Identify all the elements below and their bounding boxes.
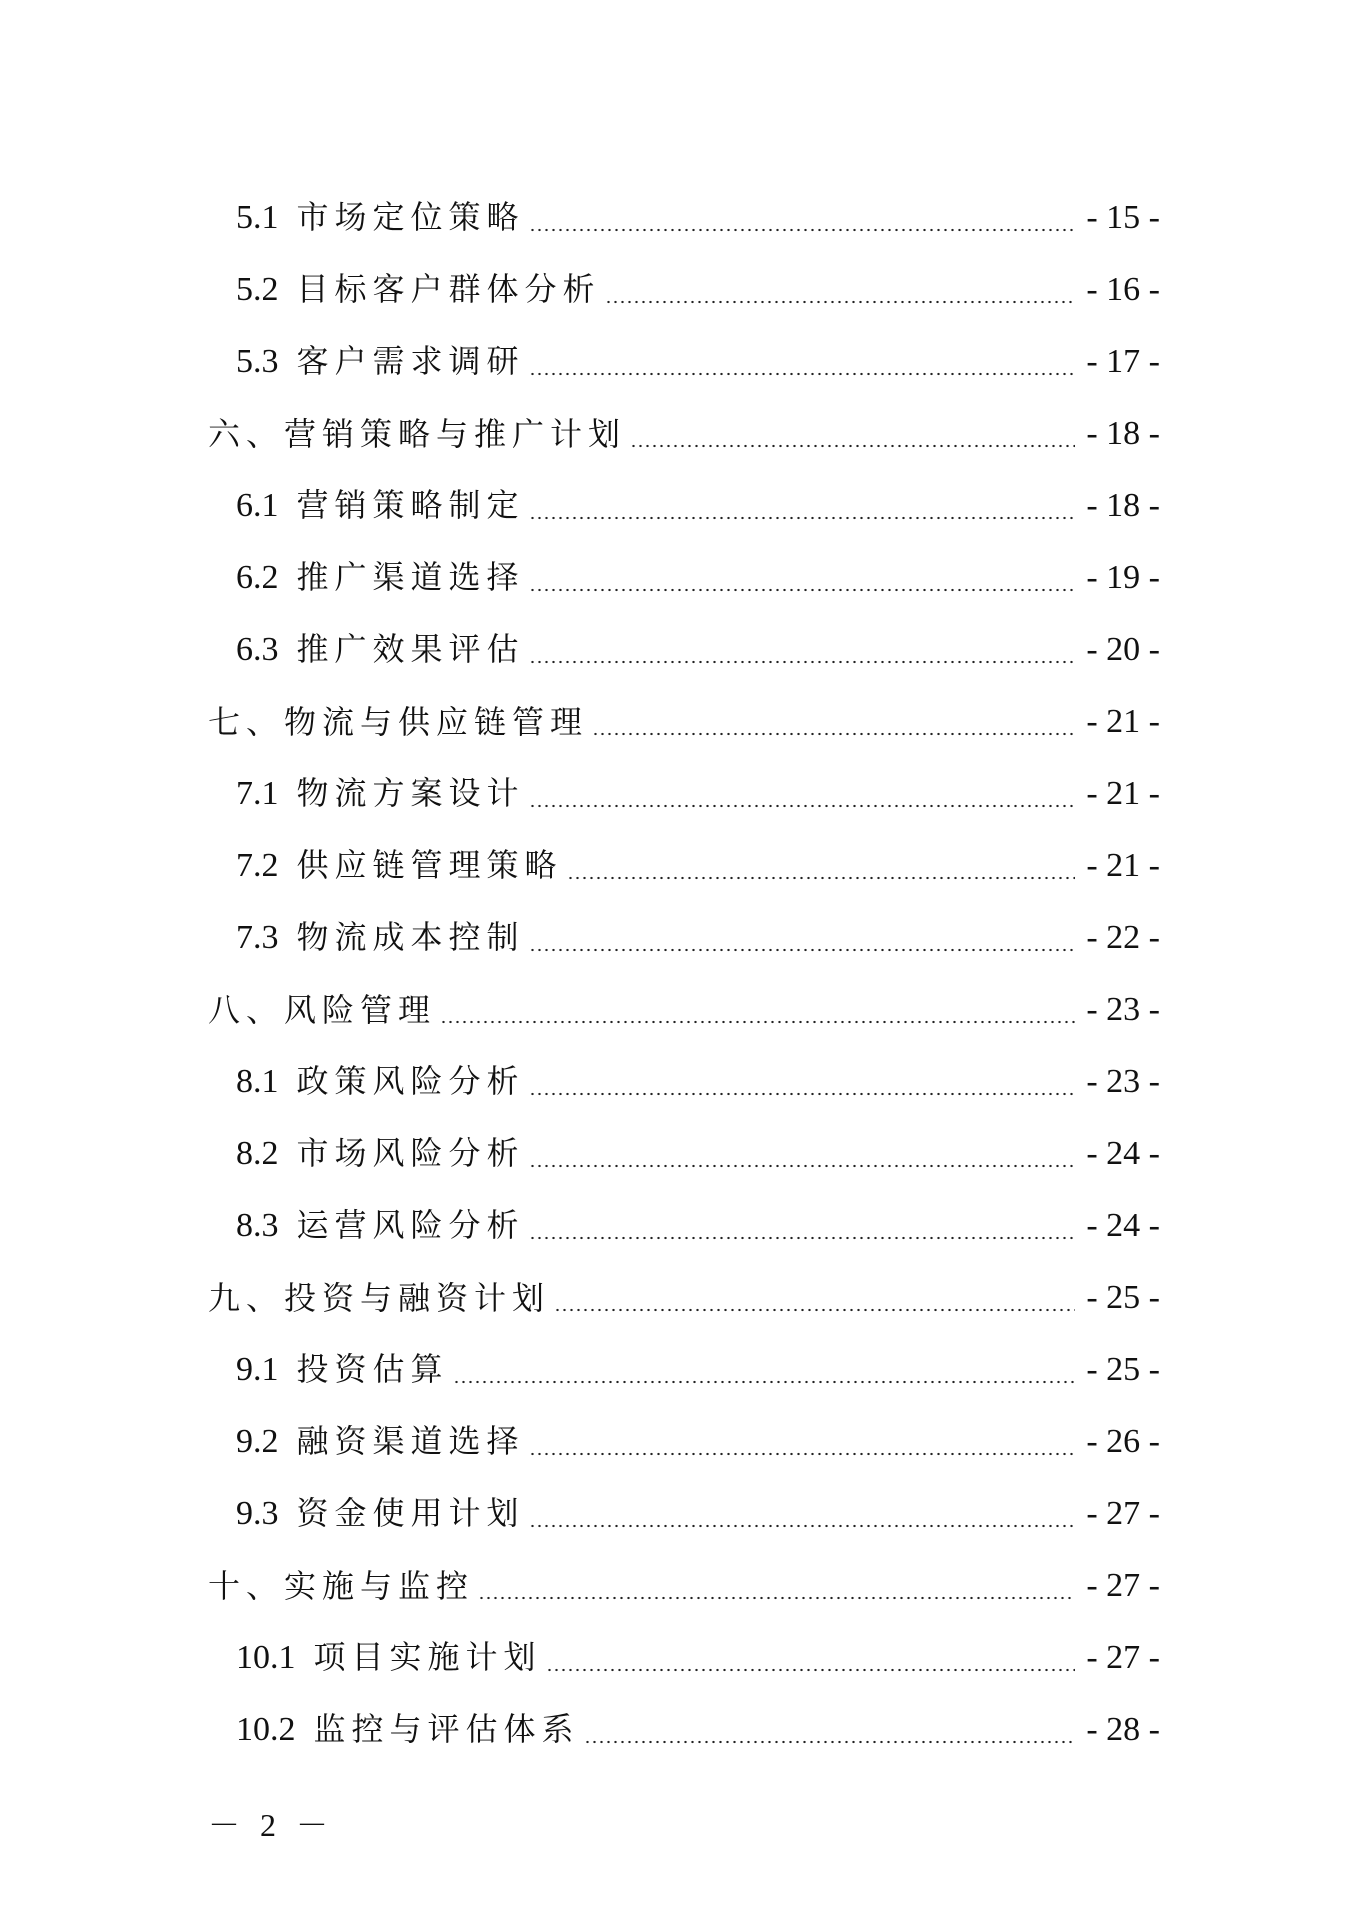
toc-entry-title: 物流方案设计 [296, 774, 525, 812]
toc-entry-number: 10.1 [236, 1639, 296, 1676]
dot-leader [453, 1380, 1075, 1384]
toc-entry-title: 运营风险分析 [296, 1206, 525, 1244]
toc-entry-page: - 22 - [1086, 919, 1160, 956]
toc-entry-label [236, 1709, 580, 1750]
toc-entry-page: - 27 - [1086, 1567, 1160, 1604]
toc-entry-label [236, 773, 525, 814]
toc-entry-page: - 15 - [1086, 199, 1160, 236]
toc-entry-title: 投资估算 [296, 1350, 449, 1388]
dot-leader [529, 660, 1075, 664]
toc-entry[interactable] [0, 900, 1360, 972]
toc-entry-label [236, 485, 525, 526]
toc-entry-number: 10.2 [236, 1711, 296, 1748]
dot-leader [529, 516, 1075, 520]
toc-entry-label [236, 1349, 449, 1390]
toc-entry-page: - 27 - [1086, 1495, 1160, 1532]
toc-entry-page: - 18 - [1086, 487, 1160, 524]
toc-entry[interactable] [0, 1116, 1360, 1188]
dot-leader [584, 1740, 1075, 1744]
toc-entry[interactable] [0, 1476, 1360, 1548]
toc-entry-title: 市场定位策略 [296, 198, 525, 236]
toc-entry-number: 9.3 [236, 1495, 279, 1532]
toc-entry[interactable] [0, 180, 1360, 252]
toc-entry[interactable] [0, 756, 1360, 828]
dot-leader [529, 228, 1075, 232]
toc-entry-number: 7.2 [236, 847, 279, 884]
toc-entry-page: - 27 - [1086, 1639, 1160, 1676]
toc-entry-label [236, 917, 525, 958]
toc-entry-number: 5.2 [236, 271, 279, 308]
toc-entry[interactable] [0, 972, 1360, 1044]
toc-entry[interactable] [0, 1404, 1360, 1476]
toc-entry[interactable] [0, 1188, 1360, 1260]
toc-entry-label [236, 1061, 525, 1102]
toc-entry-title: 目标客户群体分析 [296, 270, 601, 308]
toc-entry-number: 7.3 [236, 919, 279, 956]
dot-leader [630, 444, 1075, 448]
toc-entry-title: 市场风险分析 [296, 1134, 525, 1172]
toc-entry-page: - 25 - [1086, 1279, 1160, 1316]
toc-entry[interactable] [0, 1620, 1360, 1692]
toc-entry-page: - 26 - [1086, 1423, 1160, 1460]
toc-entry[interactable] [0, 1332, 1360, 1404]
toc-entry-label [236, 1637, 542, 1678]
toc-entry-title: 十、实施与监控 [208, 1567, 475, 1605]
toc-entry-page: - 21 - [1086, 847, 1160, 884]
toc-entry-title: 政策风险分析 [296, 1062, 525, 1100]
toc-entry-page: - 21 - [1086, 775, 1160, 812]
toc-entry-page: - 28 - [1086, 1711, 1160, 1748]
dot-leader [529, 948, 1075, 952]
dot-leader [605, 300, 1075, 304]
toc-entry-number: 8.3 [236, 1207, 279, 1244]
toc-entry-title: 客户需求调研 [296, 342, 525, 380]
toc-entry-label [236, 341, 525, 382]
toc-entry-label [208, 702, 588, 742]
toc-entry-page: - 25 - [1086, 1351, 1160, 1388]
toc-entry-page: - 24 - [1086, 1207, 1160, 1244]
toc-entry-number: 5.3 [236, 343, 279, 380]
toc-entry-label [236, 1421, 525, 1462]
toc-entry-label [208, 1278, 550, 1318]
dot-leader [529, 372, 1075, 376]
toc-entry-title: 六、营销策略与推广计划 [208, 415, 627, 453]
toc-entry-page: - 16 - [1086, 271, 1160, 308]
toc-entry-number: 8.1 [236, 1063, 279, 1100]
toc-entry-number: 6.3 [236, 631, 279, 668]
toc-entry-number: 6.1 [236, 487, 279, 524]
toc-entry[interactable] [0, 540, 1360, 612]
toc-entry-page: - 20 - [1086, 631, 1160, 668]
table-of-contents [0, 180, 1360, 1764]
toc-entry-title: 资金使用计划 [296, 1494, 525, 1532]
toc-entry-label [236, 1133, 525, 1174]
toc-entry-title: 项目实施计划 [313, 1638, 542, 1676]
toc-entry-label [236, 557, 525, 598]
dot-leader [529, 804, 1075, 808]
dot-leader [529, 1524, 1075, 1528]
toc-entry[interactable] [0, 1548, 1360, 1620]
toc-entry-title: 物流成本控制 [296, 918, 525, 956]
toc-entry-title: 监控与评估体系 [313, 1710, 580, 1748]
toc-entry-title: 融资渠道选择 [296, 1422, 525, 1460]
toc-entry[interactable] [0, 1044, 1360, 1116]
dot-leader [529, 1452, 1075, 1456]
toc-entry-title: 推广效果评估 [296, 630, 525, 668]
dot-leader [529, 1236, 1075, 1240]
toc-entry[interactable] [0, 396, 1360, 468]
toc-entry-title: 推广渠道选择 [296, 558, 525, 596]
toc-entry-title: 八、风险管理 [208, 991, 437, 1029]
toc-entry-label [208, 990, 436, 1030]
toc-entry-label [208, 414, 626, 454]
toc-entry[interactable] [0, 252, 1360, 324]
toc-entry-page: - 17 - [1086, 343, 1160, 380]
toc-entry-label [236, 629, 525, 670]
toc-entry[interactable] [0, 828, 1360, 900]
toc-entry[interactable] [0, 1692, 1360, 1764]
toc-entry-page: - 24 - [1086, 1135, 1160, 1172]
toc-entry-title: 供应链管理策略 [296, 846, 563, 884]
dot-leader [529, 1164, 1075, 1168]
toc-entry-label [236, 269, 601, 310]
dot-leader [592, 732, 1075, 736]
toc-entry[interactable] [0, 324, 1360, 396]
toc-entry-number: 8.2 [236, 1135, 279, 1172]
dot-leader [440, 1020, 1075, 1024]
toc-entry-number: 9.2 [236, 1423, 279, 1460]
toc-entry-label [236, 1493, 525, 1534]
toc-entry-label [236, 197, 525, 238]
dot-leader [554, 1308, 1075, 1312]
toc-entry[interactable] [0, 1260, 1360, 1332]
toc-entry-page: - 23 - [1086, 991, 1160, 1028]
toc-entry[interactable] [0, 468, 1360, 540]
toc-entry-number: 6.2 [236, 559, 279, 596]
toc-entry[interactable] [0, 612, 1360, 684]
toc-entry-title: 营销策略制定 [296, 486, 525, 524]
toc-entry-number: 5.1 [236, 199, 279, 236]
toc-entry[interactable] [0, 684, 1360, 756]
toc-entry-label [208, 1566, 474, 1606]
dot-leader [529, 588, 1075, 592]
toc-entry-label [236, 845, 563, 886]
toc-entry-page: - 23 - [1086, 1063, 1160, 1100]
toc-entry-title: 九、投资与融资计划 [208, 1279, 551, 1317]
toc-entry-label [236, 1205, 525, 1246]
dot-leader [478, 1596, 1075, 1600]
dot-leader [546, 1668, 1075, 1672]
toc-entry-page: - 19 - [1086, 559, 1160, 596]
toc-entry-page: - 18 - [1086, 415, 1160, 452]
dot-leader [529, 1092, 1075, 1096]
page-number: － 2 － [208, 1807, 335, 1843]
dot-leader [567, 876, 1075, 880]
toc-entry-page: - 21 - [1086, 703, 1160, 740]
toc-entry-title: 七、物流与供应链管理 [208, 703, 589, 741]
toc-entry-number: 7.1 [236, 775, 279, 812]
toc-entry-number: 9.1 [236, 1351, 279, 1388]
